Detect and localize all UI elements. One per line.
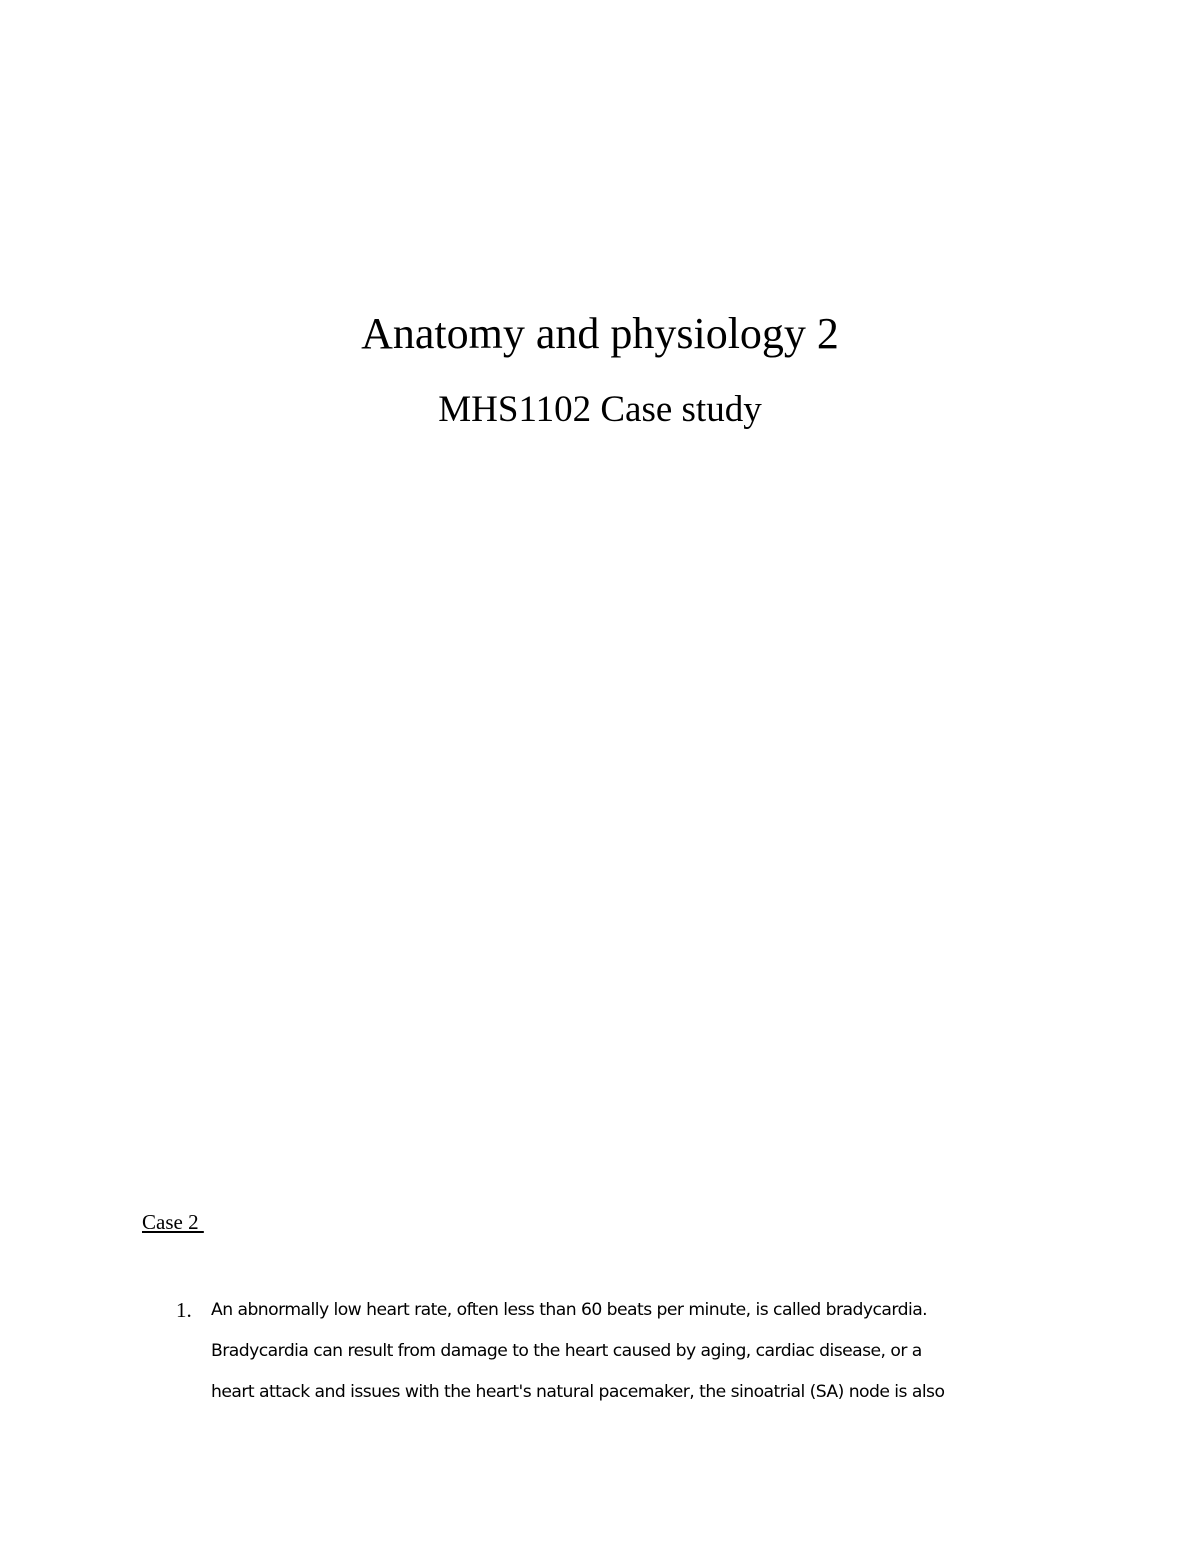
document-subtitle: MHS1102 Case study bbox=[438, 389, 762, 430]
list-item bbox=[142, 1290, 1062, 1413]
answer-list bbox=[142, 1290, 1062, 1413]
document-title: Anatomy and physiology 2 bbox=[361, 309, 839, 358]
list-item-number: 1. bbox=[176, 1298, 192, 1322]
list-item-line: heart attack and issues with the heart's natural pacemaker, the sinoatrial (SA) node is also bbox=[211, 1382, 945, 1402]
list-item-line: An abnormally low heart rate, often less than 60 beats per minute, is called bradycardia. bbox=[211, 1300, 928, 1320]
list-item-line: Bradycardia can result from damage to the heart caused by aging, cardiac disease, or a bbox=[211, 1341, 922, 1361]
case-heading: Case 2 bbox=[142, 1210, 204, 1234]
